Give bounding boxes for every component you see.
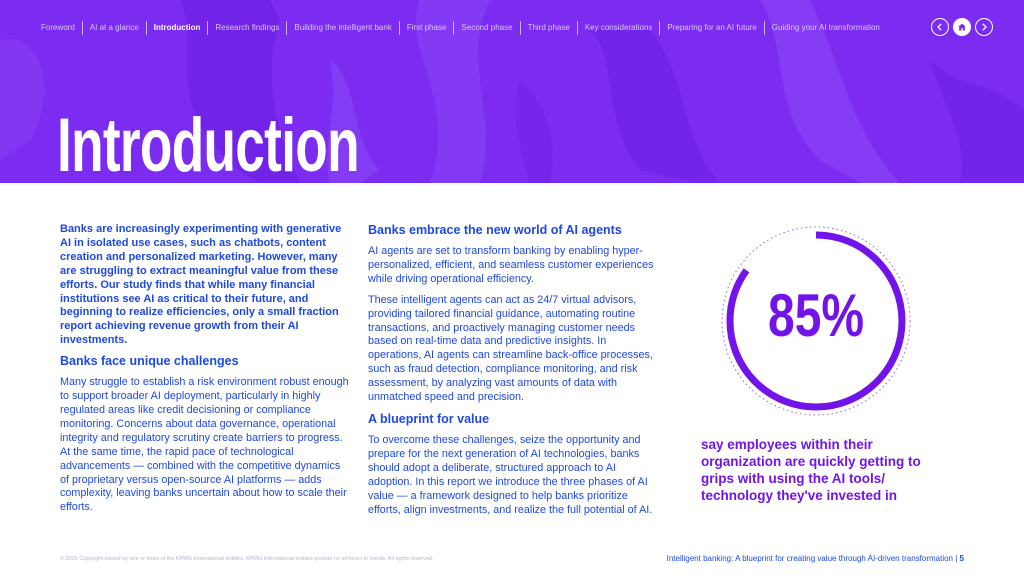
nav-item-preparing-for-an-ai-future[interactable]: Preparing for an AI future (659, 21, 763, 35)
chevron-right-icon (979, 22, 989, 32)
agents-heading: Banks embrace the new world of AI agents (368, 223, 622, 237)
section-nav (41, 21, 887, 35)
nav-item-building-the-intelligent-bank[interactable]: Building the intelligent bank (286, 21, 398, 35)
stat-value (718, 281, 914, 351)
home-button[interactable] (953, 18, 971, 36)
nav-item-foreword[interactable]: Foreword (41, 23, 75, 32)
previous-page-button[interactable] (931, 18, 949, 36)
challenges-paragraph: Many struggle to establish a risk environment robust enough to support broader AI deployment, particularly in highly regulated areas like credit decisioning or compliance monitoring. Concerns about data governance, operational integrity and regulatory scrutiny create barriers to progress. At the same time, the rapid pace of technological advancements — combined with the competitive dynamics of proprietary versus open-source AI platforms — adds complexity, leaving banks uncertain about how to scale their efforts. (60, 376, 349, 514)
page-number: 5 (959, 554, 964, 563)
nav-item-third-phase[interactable]: Third phase (520, 21, 577, 35)
home-icon (957, 22, 967, 32)
stat-caption: say employees within their organization are quickly getting to grips with using the AI tools/ technology they've invested in (701, 437, 921, 503)
stat-value-text: 85% (767, 282, 865, 349)
chevron-left-icon (935, 22, 945, 32)
nav-item-key-considerations[interactable]: Key considerations (577, 21, 660, 35)
nav-item-introduction[interactable]: Introduction (146, 21, 208, 35)
intro-column (60, 223, 350, 515)
nav-item-second-phase[interactable]: Second phase (453, 21, 519, 35)
nav-item-guiding-your-ai-transformation[interactable]: Guiding your AI transformation (764, 21, 887, 35)
footer-title: Intelligent banking: A blueprint for creating value through AI-driven transformation (666, 554, 953, 563)
nav-item-research-findings[interactable]: Research findings (207, 21, 286, 35)
footer-separator: | (955, 554, 958, 563)
blueprint-paragraph: To overcome these challenges, seize the opportunity and prepare for the next generation of AI technologies, banks should adopt a deliberate, structured approach to AI adoption. In this report we introduce the three phases of AI value — a framework designed to help banks prioritize efforts, align investments, and realize the full potential of AI. (368, 433, 653, 516)
agents-column (368, 223, 660, 524)
nav-item-first-phase[interactable]: First phase (399, 21, 454, 35)
blueprint-heading: A blueprint for value (368, 411, 490, 426)
footer-copyright: © 2025 Copyright owned by one or more of the KPMG International entities. KPMG International entities provide no services to clients. All rights reserved. (60, 556, 434, 562)
hero-banner (0, 0, 1024, 183)
next-page-button[interactable] (975, 18, 993, 36)
page-nav-buttons (931, 18, 993, 36)
intro-lead-paragraph: Banks are increasingly experimenting with generative AI in isolated use cases, such as chatbots, content creation and personalized marketing. However, many are struggling to extract meaningful value from these efforts. Our study finds that while many financial institutions see AI as critical to their future, and beginning to realize efficiencies, only a small fraction report achieving revenue growth from their AI investments. (60, 223, 342, 347)
agents-paragraph-2: These intelligent agents can act as 24/7 virtual advisors, providing tailored financial guidance, automating routine transactions, and proactively managing customer needs based on real-time data and predictive insights. In operations, AI agents can streamline back-office processes, such as fraud detection, compliance monitoring, and risk assessment, by analyzing vast amounts of data with unmatched speed and precision. (368, 293, 653, 404)
challenges-heading: Banks face unique challenges (60, 354, 239, 369)
page-title: Introduction (57, 103, 359, 183)
footer-document-info (667, 554, 964, 563)
nav-item-ai-at-a-glance[interactable]: AI at a glance (82, 21, 146, 35)
agents-paragraph-1: AI agents are set to transform banking by enabling hyper-personalized, efficient, and seamless customer experiences while driving operational efficiency. (368, 245, 654, 285)
